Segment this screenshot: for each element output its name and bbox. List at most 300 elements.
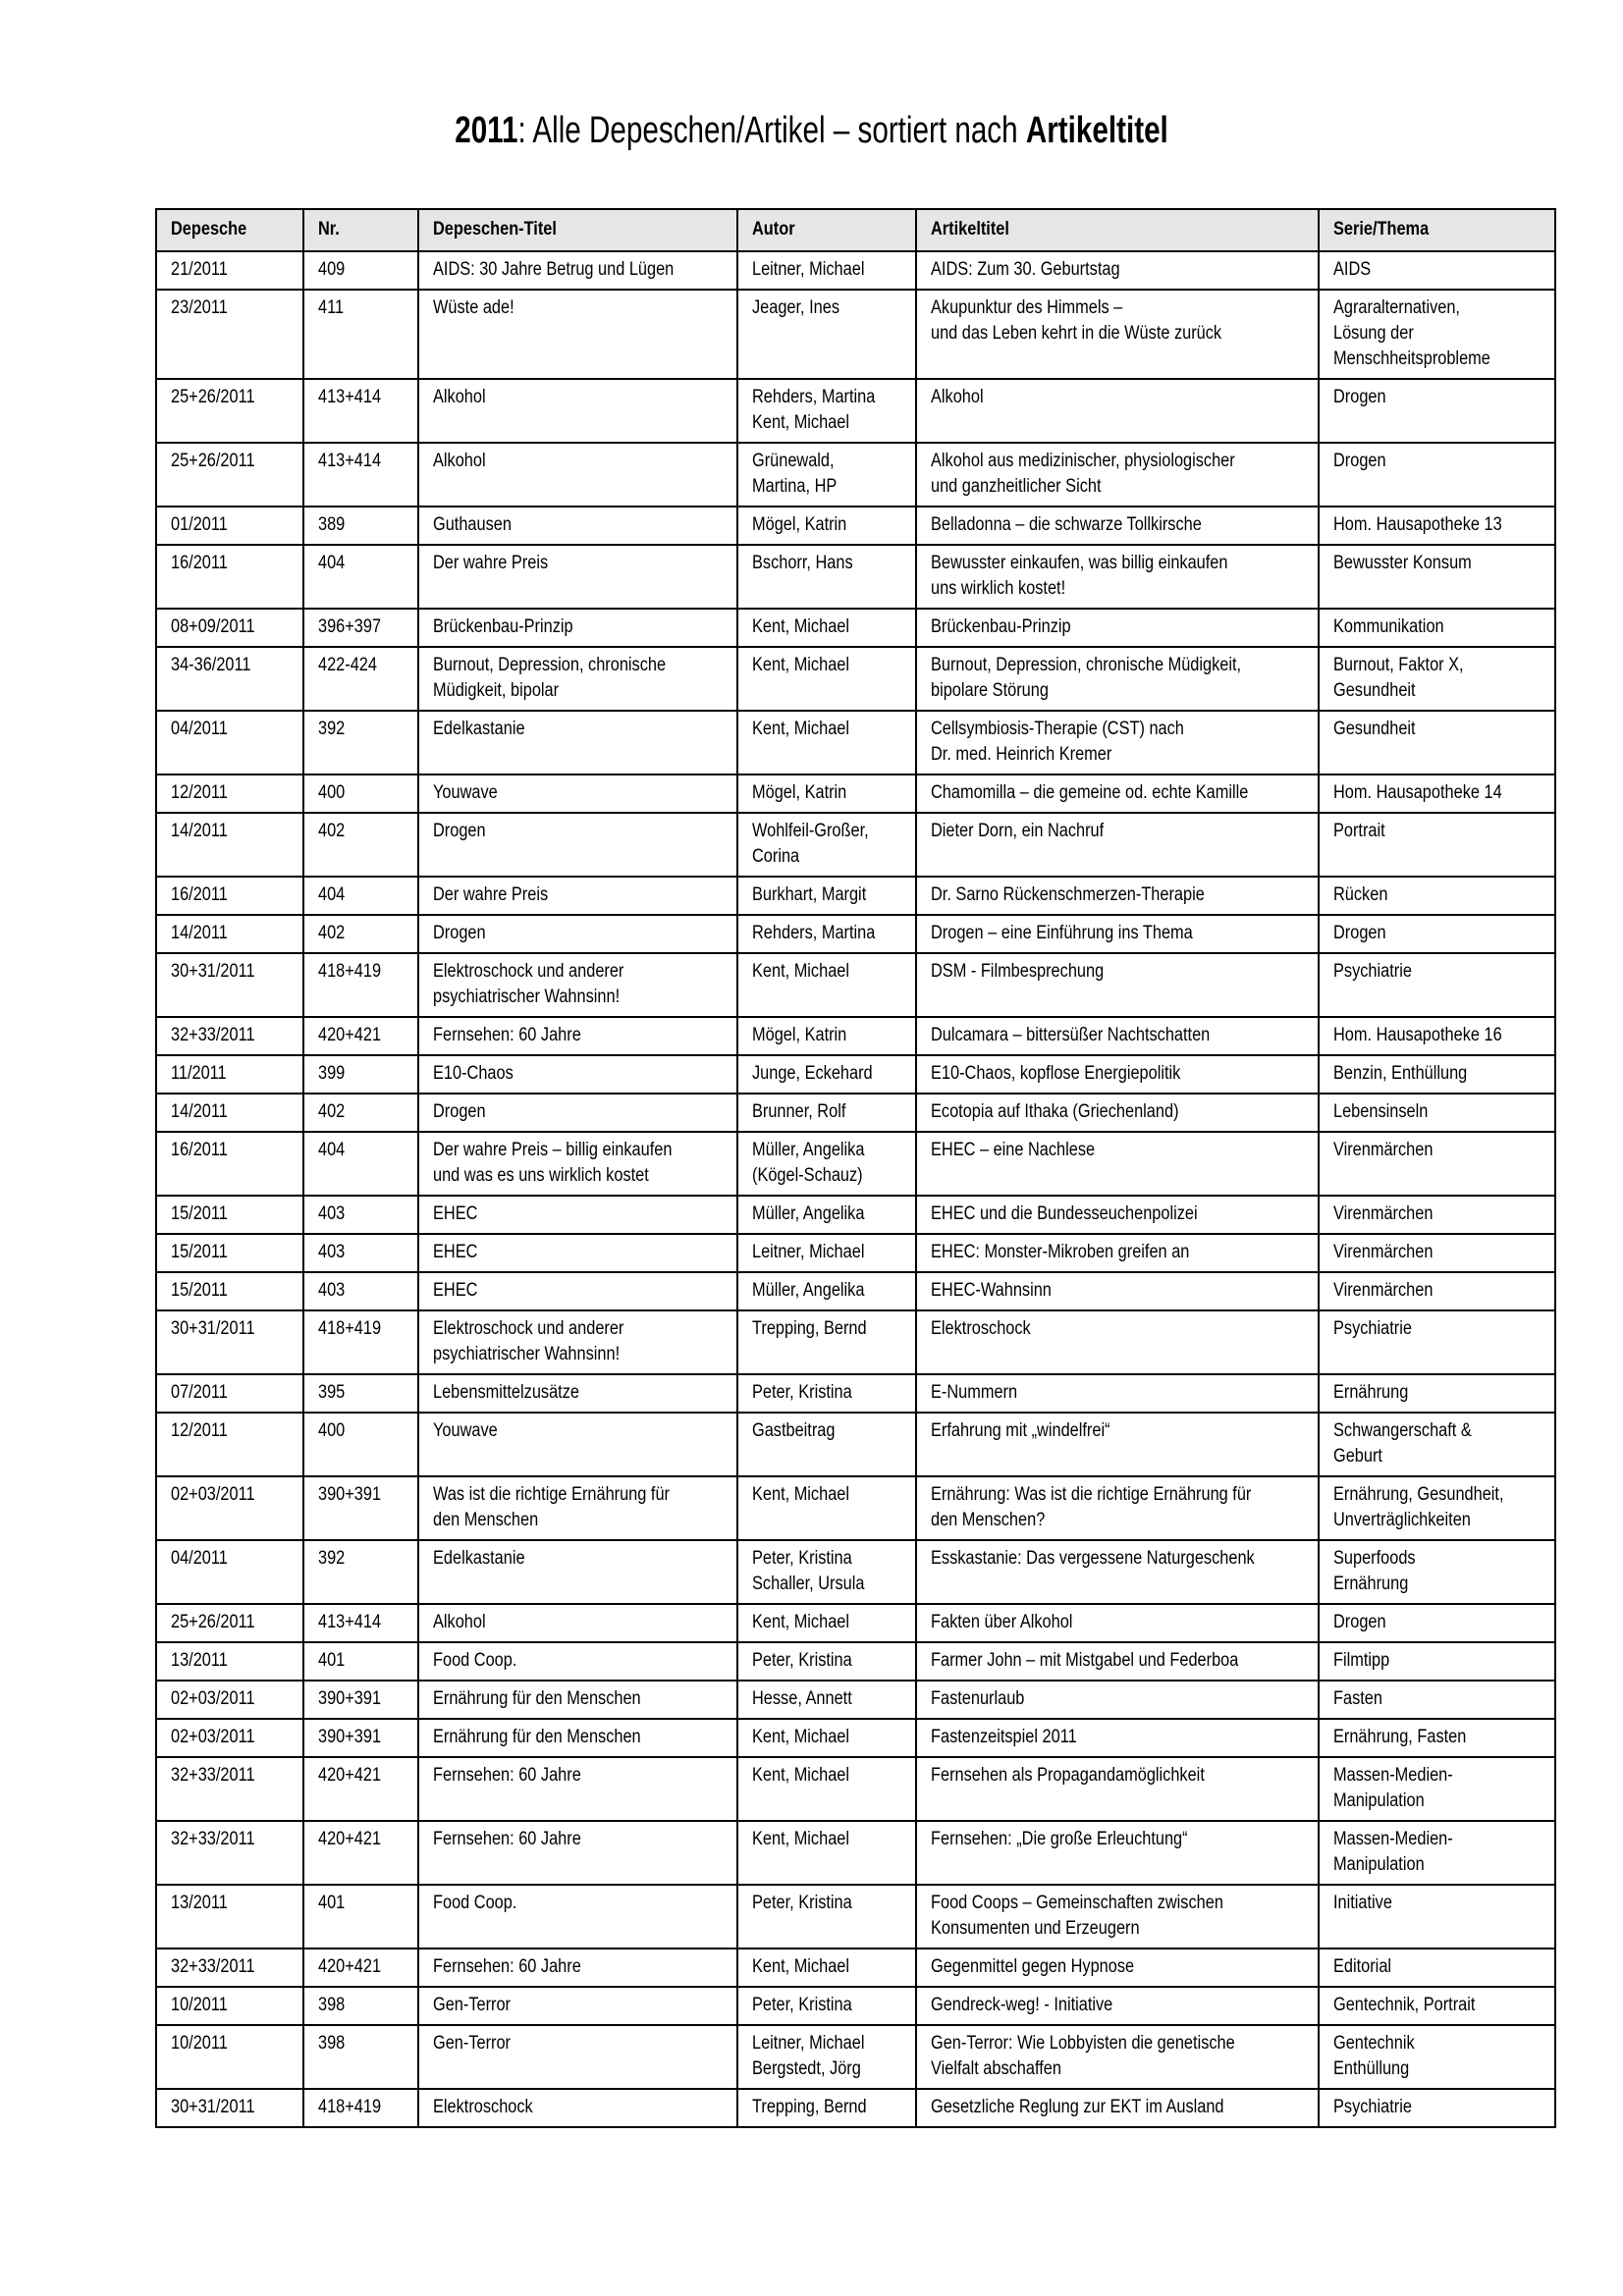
cell-artikeltitel-line: Dieter Dorn, ein Nachruf <box>931 821 1105 841</box>
cell-nr: 404 <box>303 1132 418 1196</box>
table-row <box>156 813 1555 877</box>
cell-autor <box>737 877 916 915</box>
cell-depesche: 13/2011 <box>156 1885 303 1949</box>
cell-nr: 392 <box>303 711 418 774</box>
cell-autor <box>737 1719 916 1757</box>
cell-depesche: 11/2011 <box>156 1055 303 1094</box>
cell-autor-line: Peter, Kristina <box>752 1893 852 1913</box>
cell-nr: 402 <box>303 915 418 953</box>
cell-autor <box>737 251 916 290</box>
cell-depeschen-titel <box>418 2025 737 2089</box>
cell-depeschen-titel <box>418 1017 737 1055</box>
cell-autor-line: Kent, Michael <box>752 1484 850 1505</box>
cell-serie-thema-line: Agraralternativen, <box>1333 297 1460 318</box>
cell-artikeltitel <box>916 1413 1319 1476</box>
cell-serie-thema <box>1319 379 1555 443</box>
cell-autor-line: (Kögel-Schauz) <box>752 1165 863 1186</box>
cell-artikeltitel-line: EHEC – eine Nachlese <box>931 1140 1096 1160</box>
cell-serie-thema <box>1319 609 1555 647</box>
cell-nr: 420+421 <box>303 1017 418 1055</box>
cell-serie-thema-line: Menschheitsprobleme <box>1333 348 1490 369</box>
cell-autor-line: Trepping, Bernd <box>752 2097 867 2117</box>
cell-serie-thema-line: Manipulation <box>1333 1854 1425 1875</box>
cell-depeschen-titel <box>418 1987 737 2025</box>
cell-artikeltitel <box>916 2089 1319 2127</box>
cell-autor <box>737 545 916 609</box>
cell-depeschen-titel <box>418 1821 737 1885</box>
cell-serie-thema-line: Ernährung, Fasten <box>1333 1727 1467 1747</box>
table-row <box>156 915 1555 953</box>
cell-depeschen-titel-line: psychiatrischer Wahnsinn! <box>433 987 621 1007</box>
cell-artikeltitel-line: Cellsymbiosis-Therapie (CST) nach <box>931 719 1184 739</box>
cell-autor <box>737 379 916 443</box>
cell-autor-line: Kent, Michael <box>752 961 850 982</box>
column-header-artikeltitel: Artikeltitel <box>916 209 1319 251</box>
cell-serie-thema-line: Virenmärchen <box>1333 1280 1434 1301</box>
cell-serie-thema-line: Ernährung, Gesundheit, <box>1333 1484 1504 1505</box>
cell-artikeltitel-line: Burnout, Depression, chronische Müdigkeit, <box>931 655 1242 675</box>
cell-depesche: 21/2011 <box>156 251 303 290</box>
cell-nr: 413+414 <box>303 379 418 443</box>
cell-artikeltitel <box>916 507 1319 545</box>
cell-nr: 395 <box>303 1374 418 1413</box>
table-row <box>156 1681 1555 1719</box>
cell-nr: 402 <box>303 1094 418 1132</box>
table-header <box>156 209 1555 251</box>
cell-nr: 390+391 <box>303 1719 418 1757</box>
cell-serie-thema-line: Virenmärchen <box>1333 1140 1434 1160</box>
cell-serie-thema-line: Lösung der <box>1333 323 1414 344</box>
cell-artikeltitel <box>916 1719 1319 1757</box>
cell-artikeltitel <box>916 2025 1319 2089</box>
header-row <box>156 209 1555 251</box>
cell-artikeltitel-line: Konsumenten und Erzeugern <box>931 1918 1140 1939</box>
cell-artikeltitel <box>916 1196 1319 1234</box>
cell-depeschen-titel <box>418 1374 737 1413</box>
cell-depeschen-titel-line: Fernsehen: 60 Jahre <box>433 1829 581 1849</box>
cell-depeschen-titel <box>418 290 737 379</box>
cell-nr: 420+421 <box>303 1757 418 1821</box>
cell-nr: 398 <box>303 2025 418 2089</box>
cell-serie-thema <box>1319 1642 1555 1681</box>
cell-serie-thema <box>1319 1949 1555 1987</box>
cell-autor-line: Rehders, Martina <box>752 387 876 407</box>
cell-depeschen-titel-line: Alkohol <box>433 387 486 407</box>
cell-serie-thema-line: Drogen <box>1333 923 1386 943</box>
cell-depeschen-titel <box>418 1196 737 1234</box>
cell-serie-thema <box>1319 711 1555 774</box>
table-row <box>156 1094 1555 1132</box>
cell-artikeltitel-line: DSM - Filmbesprechung <box>931 961 1105 982</box>
cell-nr: 413+414 <box>303 1604 418 1642</box>
cell-depeschen-titel <box>418 1476 737 1540</box>
cell-serie-thema <box>1319 813 1555 877</box>
cell-depeschen-titel <box>418 1310 737 1374</box>
cell-depeschen-titel-line: EHEC <box>433 1203 478 1224</box>
cell-artikeltitel-line: EHEC-Wahnsinn <box>931 1280 1052 1301</box>
cell-serie-thema-line: Lebensinseln <box>1333 1101 1429 1122</box>
cell-serie-thema <box>1319 2025 1555 2089</box>
cell-nr: 403 <box>303 1272 418 1310</box>
cell-depesche: 01/2011 <box>156 507 303 545</box>
cell-artikeltitel <box>916 1987 1319 2025</box>
cell-serie-thema-line: Ernährung <box>1333 1574 1409 1594</box>
cell-depeschen-titel-line: Fernsehen: 60 Jahre <box>433 1956 581 1977</box>
cell-serie-thema <box>1319 1132 1555 1196</box>
table-row <box>156 290 1555 379</box>
cell-serie-thema-line: Superfoods <box>1333 1548 1416 1569</box>
cell-artikeltitel-line: Gesetzliche Reglung zur EKT im Ausland <box>931 2097 1224 2117</box>
cell-artikeltitel-line: und ganzheitlicher Sicht <box>931 476 1102 497</box>
cell-depeschen-titel <box>418 813 737 877</box>
cell-autor <box>737 2025 916 2089</box>
cell-artikeltitel-line: E-Nummern <box>931 1382 1018 1403</box>
cell-artikeltitel <box>916 1681 1319 1719</box>
cell-autor <box>737 1757 916 1821</box>
cell-artikeltitel <box>916 1642 1319 1681</box>
cell-autor-line: Leitner, Michael <box>752 1242 865 1262</box>
cell-depesche: 15/2011 <box>156 1272 303 1310</box>
cell-artikeltitel-line: Ecotopia auf Ithaka (Griechenland) <box>931 1101 1179 1122</box>
table-body <box>156 251 1555 2127</box>
cell-serie-thema-line: Hom. Hausapotheke 13 <box>1333 514 1502 535</box>
page-title <box>179 110 1444 152</box>
cell-serie-thema-line: Psychiatrie <box>1333 2097 1412 2117</box>
cell-depesche: 14/2011 <box>156 813 303 877</box>
cell-autor <box>737 1413 916 1476</box>
column-header-nr: Nr. <box>303 209 418 251</box>
column-header-serie-thema: Serie/Thema <box>1319 209 1555 251</box>
column-header-depeschen-titel: Depeschen-Titel <box>418 209 737 251</box>
cell-serie-thema-line: Ernährung <box>1333 1382 1409 1403</box>
cell-autor-line: Müller, Angelika <box>752 1140 865 1160</box>
cell-artikeltitel-line: Chamomilla – die gemeine od. echte Kamille <box>931 782 1249 803</box>
cell-autor-line: Kent, Michael <box>752 1829 850 1849</box>
cell-depeschen-titel <box>418 1132 737 1196</box>
cell-artikeltitel <box>916 1094 1319 1132</box>
cell-depeschen-titel-line: Edelkastanie <box>433 719 525 739</box>
cell-artikeltitel-line: E10-Chaos, kopflose Energiepolitik <box>931 1063 1181 1084</box>
cell-serie-thema-line: Gesundheit <box>1333 680 1416 701</box>
table-row <box>156 1949 1555 1987</box>
cell-artikeltitel-line: EHEC: Monster-Mikroben greifen an <box>931 1242 1190 1262</box>
cell-serie-thema-line: AIDS <box>1333 259 1372 280</box>
cell-autor-line: Kent, Michael <box>752 616 850 637</box>
cell-artikeltitel <box>916 1310 1319 1374</box>
cell-depesche: 10/2011 <box>156 2025 303 2089</box>
title-year: 2011 <box>455 110 518 151</box>
cell-serie-thema-line: Manipulation <box>1333 1790 1425 1811</box>
cell-serie-thema-line: Benzin, Enthüllung <box>1333 1063 1468 1084</box>
cell-depeschen-titel-line: Der wahre Preis <box>433 553 549 573</box>
cell-autor <box>737 2089 916 2127</box>
cell-autor-line: Burkhart, Margit <box>752 884 867 905</box>
cell-nr: 392 <box>303 1540 418 1604</box>
cell-depesche: 30+31/2011 <box>156 953 303 1017</box>
cell-artikeltitel-line: Food Coops – Gemeinschaften zwischen <box>931 1893 1223 1913</box>
cell-serie-thema-line: Massen-Medien- <box>1333 1829 1453 1849</box>
cell-nr: 413+414 <box>303 443 418 507</box>
cell-autor <box>737 774 916 813</box>
cell-nr: 422-424 <box>303 647 418 711</box>
cell-artikeltitel-line: Alkohol aus medizinischer, physiologischer <box>931 451 1235 471</box>
cell-artikeltitel <box>916 290 1319 379</box>
cell-nr: 418+419 <box>303 2089 418 2127</box>
cell-nr: 418+419 <box>303 953 418 1017</box>
cell-autor <box>737 647 916 711</box>
cell-depeschen-titel <box>418 609 737 647</box>
table-row <box>156 1885 1555 1949</box>
table-row <box>156 251 1555 290</box>
cell-depesche: 04/2011 <box>156 1540 303 1604</box>
cell-serie-thema <box>1319 1987 1555 2025</box>
cell-depeschen-titel-line: Müdigkeit, bipolar <box>433 680 560 701</box>
cell-autor-line: Peter, Kristina <box>752 1650 852 1671</box>
cell-serie-thema <box>1319 2089 1555 2127</box>
cell-serie-thema <box>1319 1476 1555 1540</box>
cell-artikeltitel <box>916 915 1319 953</box>
cell-nr: 401 <box>303 1885 418 1949</box>
cell-serie-thema <box>1319 647 1555 711</box>
cell-depesche: 13/2011 <box>156 1642 303 1681</box>
cell-artikeltitel-line: AIDS: Zum 30. Geburtstag <box>931 259 1120 280</box>
cell-depesche: 02+03/2011 <box>156 1719 303 1757</box>
table-row <box>156 647 1555 711</box>
cell-autor-line: Mögel, Katrin <box>752 782 847 803</box>
cell-artikeltitel <box>916 379 1319 443</box>
cell-depeschen-titel <box>418 1719 737 1757</box>
cell-artikeltitel <box>916 251 1319 290</box>
cell-depeschen-titel-line: Food Coop. <box>433 1893 517 1913</box>
cell-serie-thema-line: Massen-Medien- <box>1333 1765 1453 1786</box>
table-row <box>156 1234 1555 1272</box>
cell-artikeltitel-line: EHEC und die Bundesseuchenpolizei <box>931 1203 1198 1224</box>
cell-autor <box>737 443 916 507</box>
cell-artikeltitel <box>916 609 1319 647</box>
cell-serie-thema-line: Fasten <box>1333 1688 1382 1709</box>
cell-serie-thema-line: Enthüllung <box>1333 2058 1410 2079</box>
cell-nr: 404 <box>303 545 418 609</box>
cell-depeschen-titel-line: E10-Chaos <box>433 1063 514 1084</box>
cell-depeschen-titel-line: den Menschen <box>433 1510 539 1530</box>
cell-serie-thema-line: Unverträglichkeiten <box>1333 1510 1471 1530</box>
table-row <box>156 1476 1555 1540</box>
cell-artikeltitel-line: Fastenurlaub <box>931 1688 1025 1709</box>
table-row <box>156 1055 1555 1094</box>
cell-depeschen-titel <box>418 1540 737 1604</box>
cell-autor <box>737 609 916 647</box>
cell-serie-thema <box>1319 1821 1555 1885</box>
table-row <box>156 953 1555 1017</box>
cell-serie-thema <box>1319 290 1555 379</box>
cell-depesche: 14/2011 <box>156 915 303 953</box>
cell-serie-thema <box>1319 1374 1555 1413</box>
cell-serie-thema <box>1319 953 1555 1017</box>
cell-autor <box>737 1604 916 1642</box>
cell-artikeltitel <box>916 1374 1319 1413</box>
table-row <box>156 774 1555 813</box>
cell-autor <box>737 953 916 1017</box>
cell-autor-line: Mögel, Katrin <box>752 1025 847 1045</box>
table-row <box>156 609 1555 647</box>
cell-serie-thema <box>1319 1094 1555 1132</box>
cell-depeschen-titel-line: Der wahre Preis <box>433 884 549 905</box>
cell-artikeltitel-line: Dr. Sarno Rückenschmerzen-Therapie <box>931 884 1205 905</box>
cell-depesche: 02+03/2011 <box>156 1681 303 1719</box>
cell-artikeltitel-line: Brückenbau-Prinzip <box>931 616 1071 637</box>
cell-autor <box>737 1821 916 1885</box>
cell-autor-line: Gastbeitrag <box>752 1420 836 1441</box>
cell-depeschen-titel-line: und was es uns wirklich kostet <box>433 1165 649 1186</box>
cell-depeschen-titel <box>418 1413 737 1476</box>
cell-artikeltitel-line: Fakten über Alkohol <box>931 1612 1073 1632</box>
cell-nr: 398 <box>303 1987 418 2025</box>
cell-serie-thema <box>1319 1310 1555 1374</box>
cell-autor <box>737 1132 916 1196</box>
cell-autor <box>737 1885 916 1949</box>
cell-depeschen-titel <box>418 953 737 1017</box>
cell-artikeltitel-line: Dr. med. Heinrich Kremer <box>931 744 1112 765</box>
cell-autor <box>737 290 916 379</box>
cell-autor <box>737 711 916 774</box>
cell-artikeltitel <box>916 813 1319 877</box>
cell-autor-line: Kent, Michael <box>752 1956 850 1977</box>
cell-serie-thema-line: Geburt <box>1333 1446 1382 1467</box>
table-row <box>156 1017 1555 1055</box>
table-row <box>156 1719 1555 1757</box>
cell-depeschen-titel-line: Alkohol <box>433 451 486 471</box>
cell-depeschen-titel-line: Drogen <box>433 923 486 943</box>
cell-serie-thema-line: Burnout, Faktor X, <box>1333 655 1464 675</box>
cell-depesche: 32+33/2011 <box>156 1017 303 1055</box>
table-row <box>156 1540 1555 1604</box>
table-row <box>156 1413 1555 1476</box>
cell-depesche: 16/2011 <box>156 1132 303 1196</box>
cell-artikeltitel-line: Gen-Terror: Wie Lobbyisten die genetische <box>931 2033 1235 2054</box>
cell-autor-line: Müller, Angelika <box>752 1203 865 1224</box>
cell-serie-thema <box>1319 1885 1555 1949</box>
cell-depeschen-titel <box>418 1757 737 1821</box>
cell-serie-thema <box>1319 1719 1555 1757</box>
cell-depeschen-titel <box>418 711 737 774</box>
cell-serie-thema <box>1319 1017 1555 1055</box>
cell-nr: 403 <box>303 1234 418 1272</box>
cell-depesche: 10/2011 <box>156 1987 303 2025</box>
cell-depeschen-titel-line: Youwave <box>433 782 498 803</box>
cell-artikeltitel-line: Erfahrung mit „windelfrei“ <box>931 1420 1110 1441</box>
cell-serie-thema <box>1319 1604 1555 1642</box>
cell-serie-thema-line: Drogen <box>1333 451 1386 471</box>
table-row <box>156 711 1555 774</box>
cell-autor-line: Peter, Kristina <box>752 1995 852 2015</box>
cell-depeschen-titel-line: EHEC <box>433 1242 478 1262</box>
cell-artikeltitel <box>916 1821 1319 1885</box>
cell-artikeltitel <box>916 1017 1319 1055</box>
cell-depesche: 02+03/2011 <box>156 1476 303 1540</box>
cell-autor <box>737 1055 916 1094</box>
cell-autor <box>737 1476 916 1540</box>
cell-autor-line: Martina, HP <box>752 476 838 497</box>
cell-depeschen-titel <box>418 443 737 507</box>
cell-depeschen-titel-line: Drogen <box>433 1101 486 1122</box>
cell-serie-thema-line: Hom. Hausapotheke 14 <box>1333 782 1502 803</box>
cell-nr: 418+419 <box>303 1310 418 1374</box>
table-row <box>156 1310 1555 1374</box>
cell-depesche: 25+26/2011 <box>156 443 303 507</box>
cell-depeschen-titel <box>418 1681 737 1719</box>
cell-depeschen-titel-line: Burnout, Depression, chronische <box>433 655 667 675</box>
cell-artikeltitel-line: bipolare Störung <box>931 680 1049 701</box>
cell-depeschen-titel-line: EHEC <box>433 1280 478 1301</box>
cell-autor-line: Peter, Kristina <box>752 1548 852 1569</box>
cell-serie-thema-line: Editorial <box>1333 1956 1392 1977</box>
cell-serie-thema-line: Psychiatrie <box>1333 961 1412 982</box>
cell-depeschen-titel-line: Brückenbau-Prinzip <box>433 616 573 637</box>
cell-serie-thema <box>1319 545 1555 609</box>
cell-autor-line: Leitner, Michael <box>752 259 865 280</box>
cell-serie-thema <box>1319 1540 1555 1604</box>
cell-artikeltitel-line: uns wirklich kostet! <box>931 578 1066 599</box>
cell-depesche: 15/2011 <box>156 1234 303 1272</box>
cell-artikeltitel-line: Vielfalt abschaffen <box>931 2058 1061 2079</box>
cell-depeschen-titel <box>418 1272 737 1310</box>
cell-artikeltitel-line: und das Leben kehrt in die Wüste zurück <box>931 323 1222 344</box>
cell-serie-thema <box>1319 1234 1555 1272</box>
cell-autor-line: Rehders, Martina <box>752 923 876 943</box>
cell-depeschen-titel <box>418 379 737 443</box>
cell-autor-line: Bergstedt, Jörg <box>752 2058 861 2079</box>
cell-depeschen-titel-line: Ernährung für den Menschen <box>433 1688 641 1709</box>
cell-nr: 403 <box>303 1196 418 1234</box>
cell-artikeltitel <box>916 443 1319 507</box>
cell-artikeltitel <box>916 1272 1319 1310</box>
cell-artikeltitel-line: Fernsehen als Propagandamöglichkeit <box>931 1765 1205 1786</box>
cell-nr: 402 <box>303 813 418 877</box>
cell-autor-line: Corina <box>752 846 800 867</box>
cell-depeschen-titel-line: Drogen <box>433 821 486 841</box>
cell-autor-line: Mögel, Katrin <box>752 514 847 535</box>
cell-artikeltitel <box>916 711 1319 774</box>
cell-autor <box>737 1017 916 1055</box>
cell-autor <box>737 1987 916 2025</box>
cell-autor-line: Peter, Kristina <box>752 1382 852 1403</box>
cell-artikeltitel <box>916 877 1319 915</box>
cell-depeschen-titel-line: AIDS: 30 Jahre Betrug und Lügen <box>433 259 675 280</box>
cell-serie-thema-line: Gesundheit <box>1333 719 1416 739</box>
cell-autor-line: Kent, Michael <box>752 1765 850 1786</box>
cell-nr: 396+397 <box>303 609 418 647</box>
cell-depeschen-titel-line: Der wahre Preis – billig einkaufen <box>433 1140 673 1160</box>
cell-nr: 390+391 <box>303 1681 418 1719</box>
cell-serie-thema <box>1319 1757 1555 1821</box>
cell-autor <box>737 507 916 545</box>
cell-artikeltitel <box>916 545 1319 609</box>
cell-autor-line: Kent, Michael <box>752 1727 850 1747</box>
table-row <box>156 1272 1555 1310</box>
cell-serie-thema-line: Schwangerschaft & <box>1333 1420 1472 1441</box>
cell-depeschen-titel <box>418 774 737 813</box>
cell-nr: 420+421 <box>303 1949 418 1987</box>
table-row <box>156 443 1555 507</box>
cell-artikeltitel <box>916 1234 1319 1272</box>
cell-artikeltitel <box>916 1949 1319 1987</box>
cell-depesche: 07/2011 <box>156 1374 303 1413</box>
table-row <box>156 1196 1555 1234</box>
cell-depesche: 30+31/2011 <box>156 1310 303 1374</box>
cell-autor <box>737 1540 916 1604</box>
cell-serie-thema <box>1319 1413 1555 1476</box>
cell-nr: 409 <box>303 251 418 290</box>
